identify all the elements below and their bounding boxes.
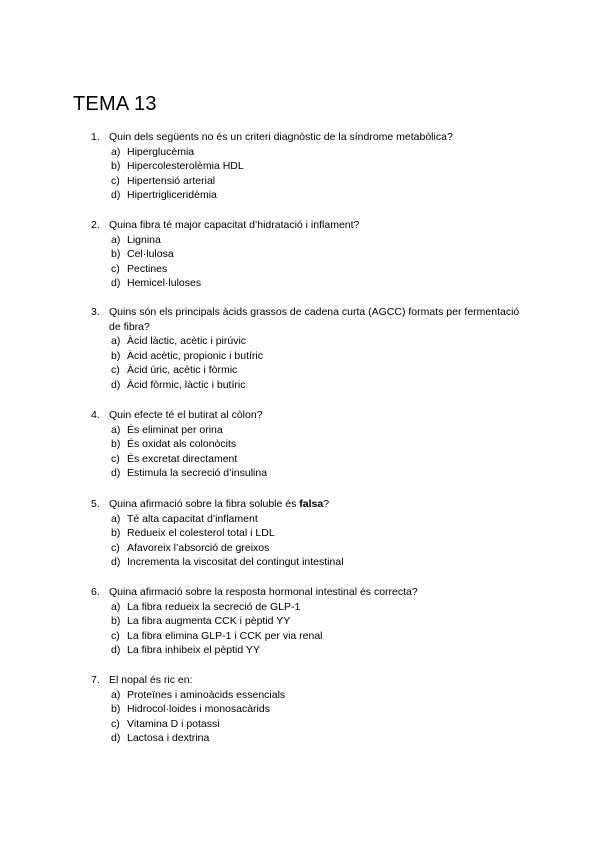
option-a xyxy=(111,512,531,527)
option-text: Àcid fòrmic, làctic i butíric xyxy=(127,378,246,391)
option-letter: c) xyxy=(111,717,120,730)
option-letter: a) xyxy=(111,600,121,613)
option-letter: d) xyxy=(111,556,121,569)
question-5 xyxy=(91,497,531,570)
option-d xyxy=(111,466,531,481)
option-d xyxy=(111,276,531,291)
option-letter: b) xyxy=(111,703,121,716)
option-text: Hiperglucèmia xyxy=(127,145,195,158)
option-text: Hemicel·luloses xyxy=(127,277,202,290)
question-number: 5. xyxy=(91,498,100,510)
option-letter: c) xyxy=(111,174,120,187)
option-letter: d) xyxy=(111,378,121,391)
question-3 xyxy=(91,305,531,393)
page-title: TEMA 13 xyxy=(73,93,157,115)
option-list xyxy=(91,688,531,746)
option-text: Incrementa la viscositat del contingut intestinal xyxy=(127,556,344,569)
option-text: Lignina xyxy=(127,233,161,246)
option-list xyxy=(91,233,531,291)
question-text: Quins són els principals àcids grassos de cadena curta (AGCC) formats per fermentació de fibra? xyxy=(109,306,520,333)
question-7 xyxy=(91,673,531,746)
option-letter: d) xyxy=(111,644,121,657)
option-list xyxy=(91,600,531,658)
question-text: El nopal és ric en: xyxy=(109,674,193,686)
option-a xyxy=(111,600,531,615)
question-6 xyxy=(91,585,531,658)
option-text: Vitamina D i potassi xyxy=(127,717,220,730)
option-letter: a) xyxy=(111,335,121,348)
option-list xyxy=(91,512,531,570)
question-number: 1. xyxy=(91,131,100,143)
option-list xyxy=(91,423,531,481)
option-list xyxy=(91,145,531,203)
option-text: Àcid acètic, propionic i butíric xyxy=(127,349,263,362)
option-a xyxy=(111,233,531,248)
option-d xyxy=(111,555,531,570)
option-text: Pectines xyxy=(127,262,168,275)
option-letter: c) xyxy=(111,364,120,377)
option-a xyxy=(111,688,531,703)
option-text: Hipercolesterolèmia HDL xyxy=(127,160,244,173)
option-d xyxy=(111,731,531,746)
question-number: 2. xyxy=(91,219,100,231)
option-b xyxy=(111,702,531,717)
question-text-before: Quina afirmació sobre la fibra soluble és xyxy=(109,498,300,510)
option-c xyxy=(111,174,531,189)
option-letter: d) xyxy=(111,189,121,202)
option-a xyxy=(111,423,531,438)
option-letter: b) xyxy=(111,248,121,261)
option-c xyxy=(111,262,531,277)
option-c xyxy=(111,452,531,467)
option-a xyxy=(111,145,531,160)
option-letter: a) xyxy=(111,512,121,525)
option-text: Afavoreix l’absorció de greixos xyxy=(127,541,270,554)
question-text: Quin dels següents no és un criteri diagnòstic de la síndrome metabòlica? xyxy=(109,131,453,143)
option-letter: d) xyxy=(111,732,121,745)
option-text: Redueix el colesterol total i LDL xyxy=(127,527,275,540)
option-letter: c) xyxy=(111,541,120,554)
option-b xyxy=(111,159,531,174)
option-letter: c) xyxy=(111,262,120,275)
option-text: Hipertrigliceridèmia xyxy=(127,189,217,202)
option-text: Hidrocol·loides i monosacàrids xyxy=(127,703,270,716)
option-text: Proteïnes i aminoàcids essencials xyxy=(127,688,286,701)
option-b xyxy=(111,247,531,262)
question-2 xyxy=(91,218,531,291)
option-letter: c) xyxy=(111,629,120,642)
question-number: 3. xyxy=(91,306,100,318)
option-letter: b) xyxy=(111,615,121,628)
option-letter: a) xyxy=(111,688,121,701)
question-text: Quina fibra té major capacitat d’hidratació i inflament? xyxy=(109,219,360,231)
option-c xyxy=(111,717,531,732)
option-b xyxy=(111,437,531,452)
option-text: Estimula la secreció d’insulina xyxy=(127,467,268,480)
option-letter: d) xyxy=(111,277,121,290)
option-text: És oxidat als colonòcits xyxy=(127,438,237,451)
option-text: Hipertensió arterial xyxy=(127,174,216,187)
option-text: La fibra augmenta CCK i pèptid YY xyxy=(127,615,291,628)
option-d xyxy=(111,188,531,203)
option-b xyxy=(111,349,531,364)
question-text: Quina afirmació sobre la resposta hormonal intestinal és correcta? xyxy=(109,586,418,598)
option-text: És excretat directament xyxy=(127,452,238,465)
option-text: Té alta capacitat d’inflament xyxy=(127,512,258,525)
option-text: Àcid làctic, acètic i pirúvic xyxy=(127,335,247,348)
question-4 xyxy=(91,408,531,481)
option-d xyxy=(111,378,531,393)
option-letter: b) xyxy=(111,438,121,451)
option-letter: a) xyxy=(111,233,121,246)
option-letter: b) xyxy=(111,160,121,173)
option-text: Àcid úric, acètic i fòrmic xyxy=(127,364,238,377)
option-c xyxy=(111,363,531,378)
option-letter: b) xyxy=(111,527,121,540)
option-text: És eliminat per orina xyxy=(127,423,223,436)
option-letter: b) xyxy=(111,349,121,362)
option-b xyxy=(111,614,531,629)
question-number: 7. xyxy=(91,674,100,686)
option-text: La fibra redueix la secreció de GLP-1 xyxy=(127,600,301,613)
option-b xyxy=(111,526,531,541)
question-text: Quin efecte té el butirat al còlon? xyxy=(109,409,263,421)
option-d xyxy=(111,643,531,658)
question-number: 4. xyxy=(91,409,100,421)
option-letter: a) xyxy=(111,423,121,436)
option-text: Cel·lulosa xyxy=(127,248,174,261)
question-1 xyxy=(91,130,531,203)
option-text: La fibra elimina GLP-1 i CCK per via renal xyxy=(127,629,323,642)
question-text xyxy=(109,497,531,512)
option-letter: c) xyxy=(111,452,120,465)
option-text: La fibra inhibeix el pèptid YY xyxy=(127,644,260,657)
option-letter: d) xyxy=(111,467,121,480)
option-c xyxy=(111,541,531,556)
question-number: 6. xyxy=(91,586,100,598)
question-text-after: ? xyxy=(323,498,330,510)
option-list xyxy=(91,334,531,392)
option-c xyxy=(111,629,531,644)
option-letter: a) xyxy=(111,145,121,158)
option-a xyxy=(111,334,531,349)
option-text: Lactosa i dextrina xyxy=(127,732,210,745)
question-text-emphasis: falsa xyxy=(299,498,324,510)
